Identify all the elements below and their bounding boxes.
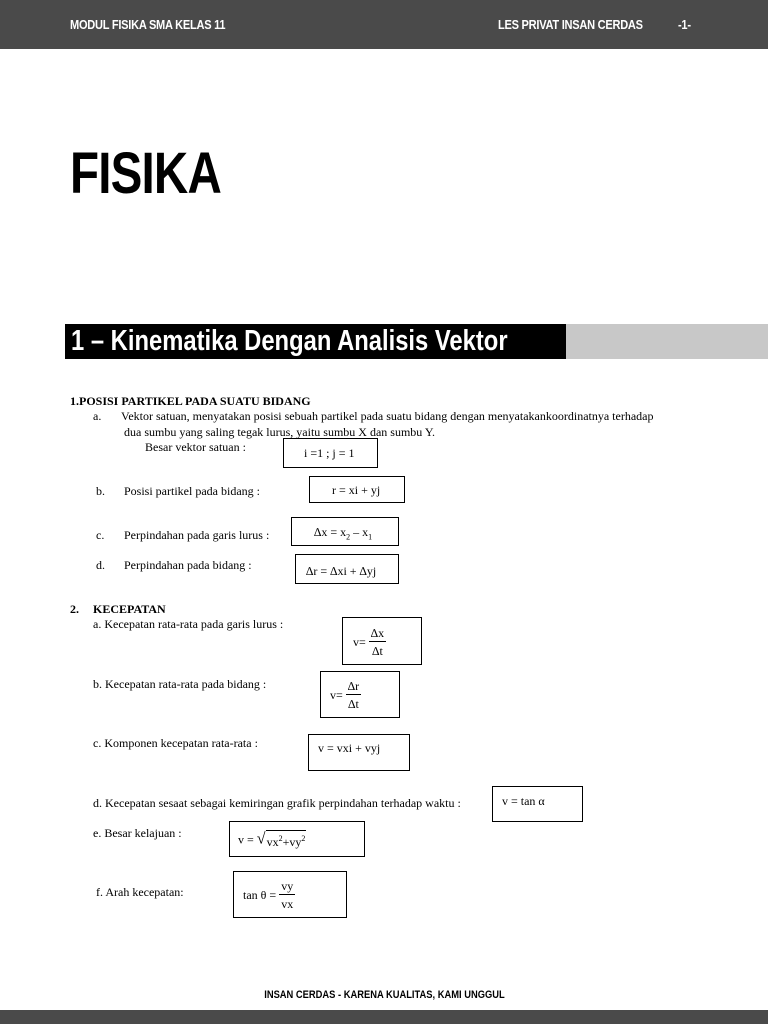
item-2b-text: b. Kecepatan rata-rata pada bidang :	[93, 677, 267, 691]
formula-box-position	[309, 476, 405, 503]
item-d-label: d.	[96, 558, 105, 572]
footer-slogan: INSAN CERDAS - KARENA KUALITAS, KAMI UNGGUL	[263, 989, 505, 1001]
page-title: FISIKA	[70, 141, 221, 206]
item-2a-text: a. Kecepatan rata-rata pada garis lurus :	[93, 617, 284, 631]
formula-box-displacement-line	[291, 517, 399, 546]
formula-speed: $v = √vx^2+vy^2$	[238, 830, 306, 849]
formula-box-velocity-direction	[233, 871, 347, 918]
formula-displacement-plane: ∆r = ∆xi + ∆yj	[306, 564, 377, 578]
chapter-heading: 1 – Kinematika Dengan Analisis Vektor	[71, 325, 508, 357]
section1-heading: 1.POSISI PARTIKEL PADA SUATU BIDANG	[70, 394, 311, 408]
item-d-text: Perpindahan pada bidang :	[124, 558, 252, 572]
item-a-line2: dua sumbu yang saling tegak lurus, yaitu sumbu X dan sumbu Y.	[124, 425, 435, 439]
formula-box-avg-velocity-plane	[320, 671, 400, 718]
formula-box-instant-velocity	[492, 786, 583, 822]
formula-displacement-line: $\Delta x = x_2 - x_1$	[314, 525, 373, 542]
section2-number: 2.	[70, 602, 79, 616]
formula-box-unit-vector	[283, 438, 378, 468]
item-b-label: b.	[96, 484, 105, 498]
formula-position: r = xi + yj	[332, 483, 381, 497]
item-a-line3: Besar vektor satuan :	[145, 440, 246, 454]
formula-avg-velocity-plane: v= $\frac{\Delta r}{\Delta t}$	[330, 679, 360, 711]
item-c-label: c.	[96, 528, 105, 542]
footer	[0, 985, 768, 1003]
item-a-line1: Vektor satuan, menyatakan posisi sebuah partikel pada suatu bidang dengan menyatakankoordinatnya terhadap	[121, 409, 654, 423]
header-publisher: LES PRIVAT INSAN CERDAS	[498, 17, 643, 32]
item-b-text: Posisi partikel pada bidang :	[124, 484, 260, 498]
formula-instant-velocity: v = tan α	[502, 794, 545, 808]
item-c-text: Perpindahan pada garis lurus :	[124, 528, 270, 542]
formula-box-displacement-plane	[295, 554, 399, 584]
formula-velocity-direction: tan θ = $\frac{vy}{vx}$	[243, 879, 294, 911]
item-2c-text: c. Komponen kecepatan rata-rata :	[93, 736, 258, 750]
chapter-heading-block	[65, 324, 566, 359]
bottom-bar	[0, 1010, 768, 1024]
header-page-number: -1-	[678, 17, 691, 32]
formula-unit-vector: i =1 ; j = 1	[304, 446, 355, 460]
formula-avg-velocity-line: v= $\frac{\Delta x}{\Delta t}$	[353, 626, 385, 658]
header-module-title: MODUL FISIKA SMA KELAS 11	[70, 17, 226, 32]
formula-velocity-components: v = vxi + vyj	[318, 741, 381, 755]
formula-box-velocity-components	[308, 734, 410, 771]
item-2e-text: e. Besar kelajuan :	[93, 826, 182, 840]
header-bar	[0, 0, 768, 49]
formula-box-avg-velocity-line	[342, 617, 422, 665]
item-2f-text: f. Arah kecepatan:	[96, 885, 184, 899]
item-2d-text: d. Kecepatan sesaat sebagai kemiringan grafik perpindahan terhadap waktu :	[93, 796, 461, 810]
section2-heading: KECEPATAN	[93, 602, 166, 616]
item-a-label: a.	[93, 409, 102, 423]
formula-box-speed	[229, 821, 365, 857]
